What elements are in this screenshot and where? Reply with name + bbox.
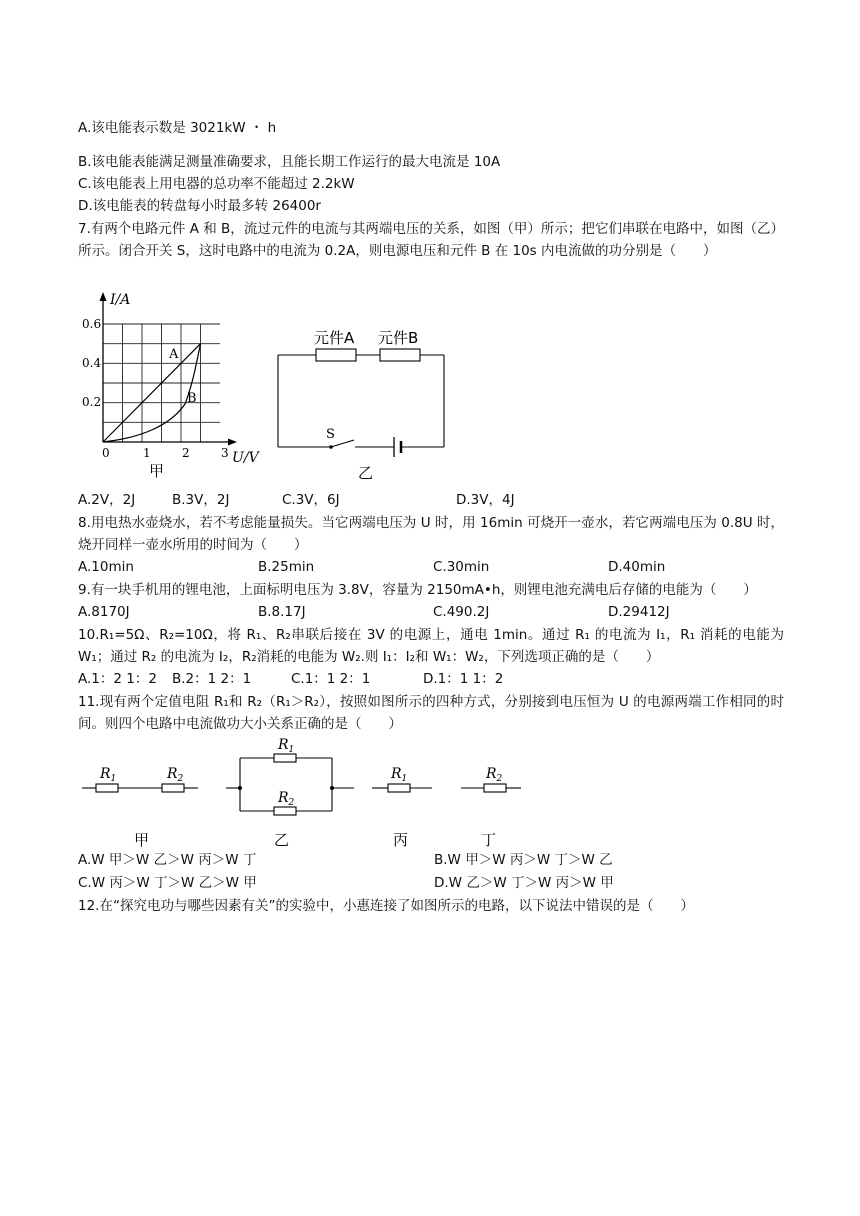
y-tick-0.6: 0.6: [82, 317, 102, 331]
q12-stem: 12.在“探究电功与哪些因素有关”的实验中，小惠连接了如图所示的电路，以下说法中错误的是（ ）: [78, 898, 694, 914]
q7-option-a: A.2V，2J: [78, 492, 136, 508]
svg-text:R2: $R_2$: [167, 766, 184, 784]
x-tick-2: 2: [182, 446, 190, 460]
q6-option-c: C.该电能表上用电器的总功率不能超过 2.2kW: [78, 176, 355, 192]
x-tick-0: 0: [102, 446, 110, 460]
q8-stem: 8.用电热水壶烧水，若不考虑能量损失。当它两端电压为 U 时，用 16min 可烧开一壶水，若它两端电压为 0.8U 时，烧开同样一壶水所用的时间为（ ）: [78, 515, 784, 553]
q9-option-b: B.8.17J: [258, 604, 306, 620]
svg-text:R2: $R_2$: [486, 766, 503, 784]
q6-option-d: D.该电能表的转盘每小时最多转 26400r: [78, 198, 321, 214]
q7-stem: 7.有两个电路元件 A 和 B，流过元件的电流与其两端电压的关系，如图（甲）所示；把它们串联在电路中，如图（乙）所示。闭合开关 S，这时电路中的电流为 0.2A，则电源电压和元件 B 在 10s 内电流做的功分别是（ ）: [78, 221, 784, 259]
q10-option-c: C.1：1 2：1: [291, 671, 371, 687]
q10-option-d: D.1：1 1：2: [423, 671, 504, 687]
q11-option-a: A.W 甲＞W 乙＞W 丙＞W 丁: [78, 852, 257, 868]
q7-option-c: C.3V，6J: [282, 492, 340, 508]
svg-text:R1: $R_1$: [391, 766, 408, 784]
x-tick-3: 3: [221, 446, 229, 460]
svg-text:R2: $R_2$: [278, 790, 295, 808]
figure-bing: [372, 766, 432, 849]
q10-option-a: A.1：2 1：2: [78, 671, 157, 687]
x-axis-label: U/V: [232, 450, 259, 466]
q6-option-a: A.该电能表示数是 3021kW ・ h: [78, 120, 277, 136]
y-axis-label: I/A: [110, 292, 131, 308]
q9-option-c: C.490.2J: [433, 604, 490, 620]
switch-label: S: [326, 427, 335, 442]
figure-jia: [82, 766, 198, 849]
q8-option-a: A.10min: [78, 559, 134, 575]
element-b-resistor: [380, 349, 420, 361]
caption-yi: 乙: [274, 831, 290, 849]
caption-ding: 丁: [481, 831, 497, 849]
q9-option-d: D.29412J: [608, 604, 670, 620]
q9-stem: 9.有一块手机用的锂电池，上面标明电压为 3.8V，容量为 2150mA•h，则锂电池充满电后存储的电能为（ ）: [78, 582, 757, 598]
circuit-caption-yi: 乙: [358, 464, 374, 480]
y-tick-0.4: 0.4: [82, 356, 102, 370]
q6-option-b: B.该电能表能满足测量准确要求，且能长期工作运行的最大电流是 10A: [78, 154, 501, 170]
element-a-label: 元件A: [314, 329, 355, 347]
figure-ding: [461, 766, 521, 849]
q11-stem: 11.现有两个定值电阻 R₁和 R₂（R₁＞R₂），按照如图所示的四种方式，分别接到电压恒为 U 的电源两端工作相同的时间。则四个电路中电流做功大小关系正确的是（ ）: [78, 694, 784, 732]
figure-yi: [226, 737, 354, 849]
q11-option-d: D.W 乙＞W 丁＞W 丙＞W 甲: [434, 875, 614, 891]
y-tick-0.2: 0.2: [82, 395, 102, 409]
curve-a: [103, 344, 201, 442]
graph-caption-jia: 甲: [149, 462, 165, 480]
curve-a-label: A: [169, 347, 179, 362]
q9-option-a: A.8170J: [78, 604, 130, 620]
curve-b-label: B: [187, 391, 197, 406]
q7-graph-jia: [80, 286, 280, 486]
element-a-resistor: [316, 349, 356, 361]
q8-option-b: B.25min: [258, 559, 315, 575]
q10-stem: 10.R₁=5Ω、R₂=10Ω，将 R₁、R₂串联后接在 3V 的电源上，通电 1min。通过 R₁ 的电流为 I₁，R₁ 消耗的电能为 W₁；通过 R₂ 的电流为 I₂，R₂消耗的电能为 W₂.则 I₁：I₂和 W₁：W₂，下列选项正确的是（ ）: [78, 627, 784, 665]
q7-option-d: D.3V，4J: [456, 492, 515, 508]
svg-text:R1: $R_1$: [278, 737, 295, 755]
q7-option-b: B.3V，2J: [172, 492, 230, 508]
caption-bing: 丙: [393, 831, 409, 849]
q7-circuit-yi: [270, 320, 460, 480]
x-tick-1: 1: [143, 446, 151, 460]
q11-circuit-figures: [78, 733, 538, 851]
caption-jia: 甲: [134, 831, 150, 849]
q10-option-b: B.2：1 2：1: [172, 671, 252, 687]
q11-option-b: B.W 甲＞W 丙＞W 丁＞W 乙: [434, 852, 613, 868]
q11-option-c: C.W 丙＞W 丁＞W 乙＞W 甲: [78, 875, 257, 891]
q8-option-c: C.30min: [433, 559, 490, 575]
element-b-label: 元件B: [378, 329, 419, 347]
svg-text:R1: $R_1$: [100, 766, 117, 784]
q8-option-d: D.40min: [608, 559, 666, 575]
